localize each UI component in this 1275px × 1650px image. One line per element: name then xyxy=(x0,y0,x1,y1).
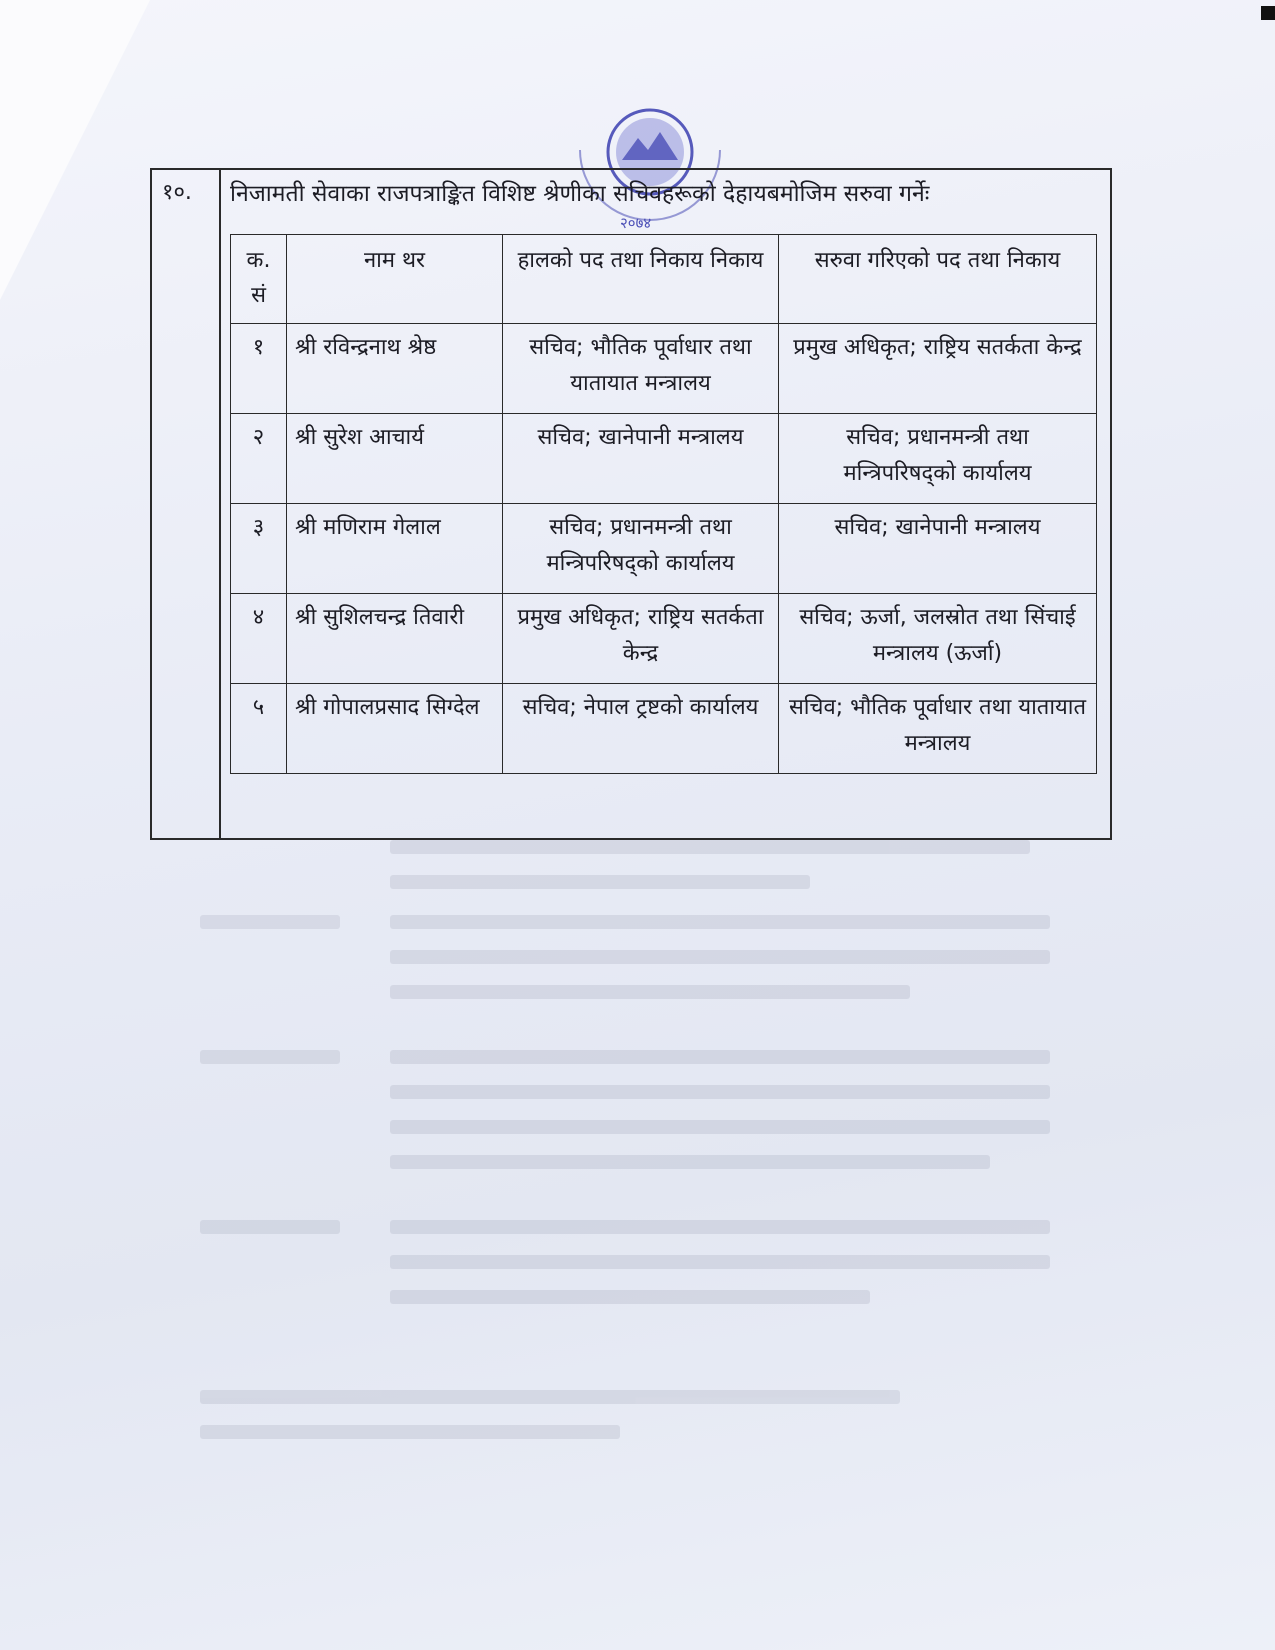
header-current-post: हालको पद तथा निकाय निकाय xyxy=(503,235,779,324)
cell-serial-number: ५ xyxy=(231,684,287,774)
folded-corner xyxy=(0,0,150,300)
cell-current-post: प्रमुख अधिकृत; राष्ट्रिय सतर्कता केन्द्र xyxy=(503,594,779,684)
cell-name: श्री सुरेश आचार्य xyxy=(287,414,503,504)
transfer-table xyxy=(230,234,1097,774)
cell-name: श्री गोपालप्रसाद सिग्देल xyxy=(287,684,503,774)
cell-current-post: सचिव; प्रधानमन्त्री तथा मन्त्रिपरिषद्को कार्यालय xyxy=(503,504,779,594)
cell-serial-number: १ xyxy=(231,324,287,414)
scan-corner-mark xyxy=(1261,6,1275,20)
table-row xyxy=(231,594,1097,684)
cell-new-post: सचिव; खानेपानी मन्त्रालय xyxy=(779,504,1097,594)
table-row xyxy=(231,414,1097,504)
transfer-decision-section xyxy=(150,168,1112,840)
cell-current-post: सचिव; खानेपानी मन्त्रालय xyxy=(503,414,779,504)
table-row xyxy=(231,684,1097,774)
cell-new-post: सचिव; भौतिक पूर्वाधार तथा यातायात मन्त्रालय xyxy=(779,684,1097,774)
cell-current-post: सचिव; भौतिक पूर्वाधार तथा यातायात मन्त्रालय xyxy=(503,324,779,414)
table-row xyxy=(231,324,1097,414)
header-serial-number: क. सं xyxy=(231,235,287,324)
header-name: नाम थर xyxy=(287,235,503,324)
cell-serial-number: २ xyxy=(231,414,287,504)
item-number: १०. xyxy=(162,180,192,205)
cell-name: श्री मणिराम गेलाल xyxy=(287,504,503,594)
cell-serial-number: ४ xyxy=(231,594,287,684)
cell-new-post: प्रमुख अधिकृत; राष्ट्रिय सतर्कता केन्द्र xyxy=(779,324,1097,414)
item-number-divider xyxy=(219,170,221,838)
table-header-row xyxy=(231,235,1097,324)
cell-serial-number: ३ xyxy=(231,504,287,594)
cell-new-post: सचिव; प्रधानमन्त्री तथा मन्त्रिपरिषद्को कार्यालय xyxy=(779,414,1097,504)
cell-name: श्री सुशिलचन्द्र तिवारी xyxy=(287,594,503,684)
table-row xyxy=(231,504,1097,594)
seal-year: २०७४ xyxy=(620,214,652,232)
cell-current-post: सचिव; नेपाल ट्रष्टको कार्यालय xyxy=(503,684,779,774)
section-heading: निजामती सेवाका राजपत्राङ्कित विशिष्ट श्रेणीका सचिवहरूको देहायबमोजिम सरुवा गर्नेः xyxy=(230,181,930,207)
header-new-post: सरुवा गरिएको पद तथा निकाय xyxy=(779,235,1097,324)
cell-new-post: सचिव; ऊर्जा, जलस्रोत तथा सिंचाई मन्त्रालय (ऊर्जा) xyxy=(779,594,1097,684)
cell-name: श्री रविन्द्रनाथ श्रेष्ठ xyxy=(287,324,503,414)
